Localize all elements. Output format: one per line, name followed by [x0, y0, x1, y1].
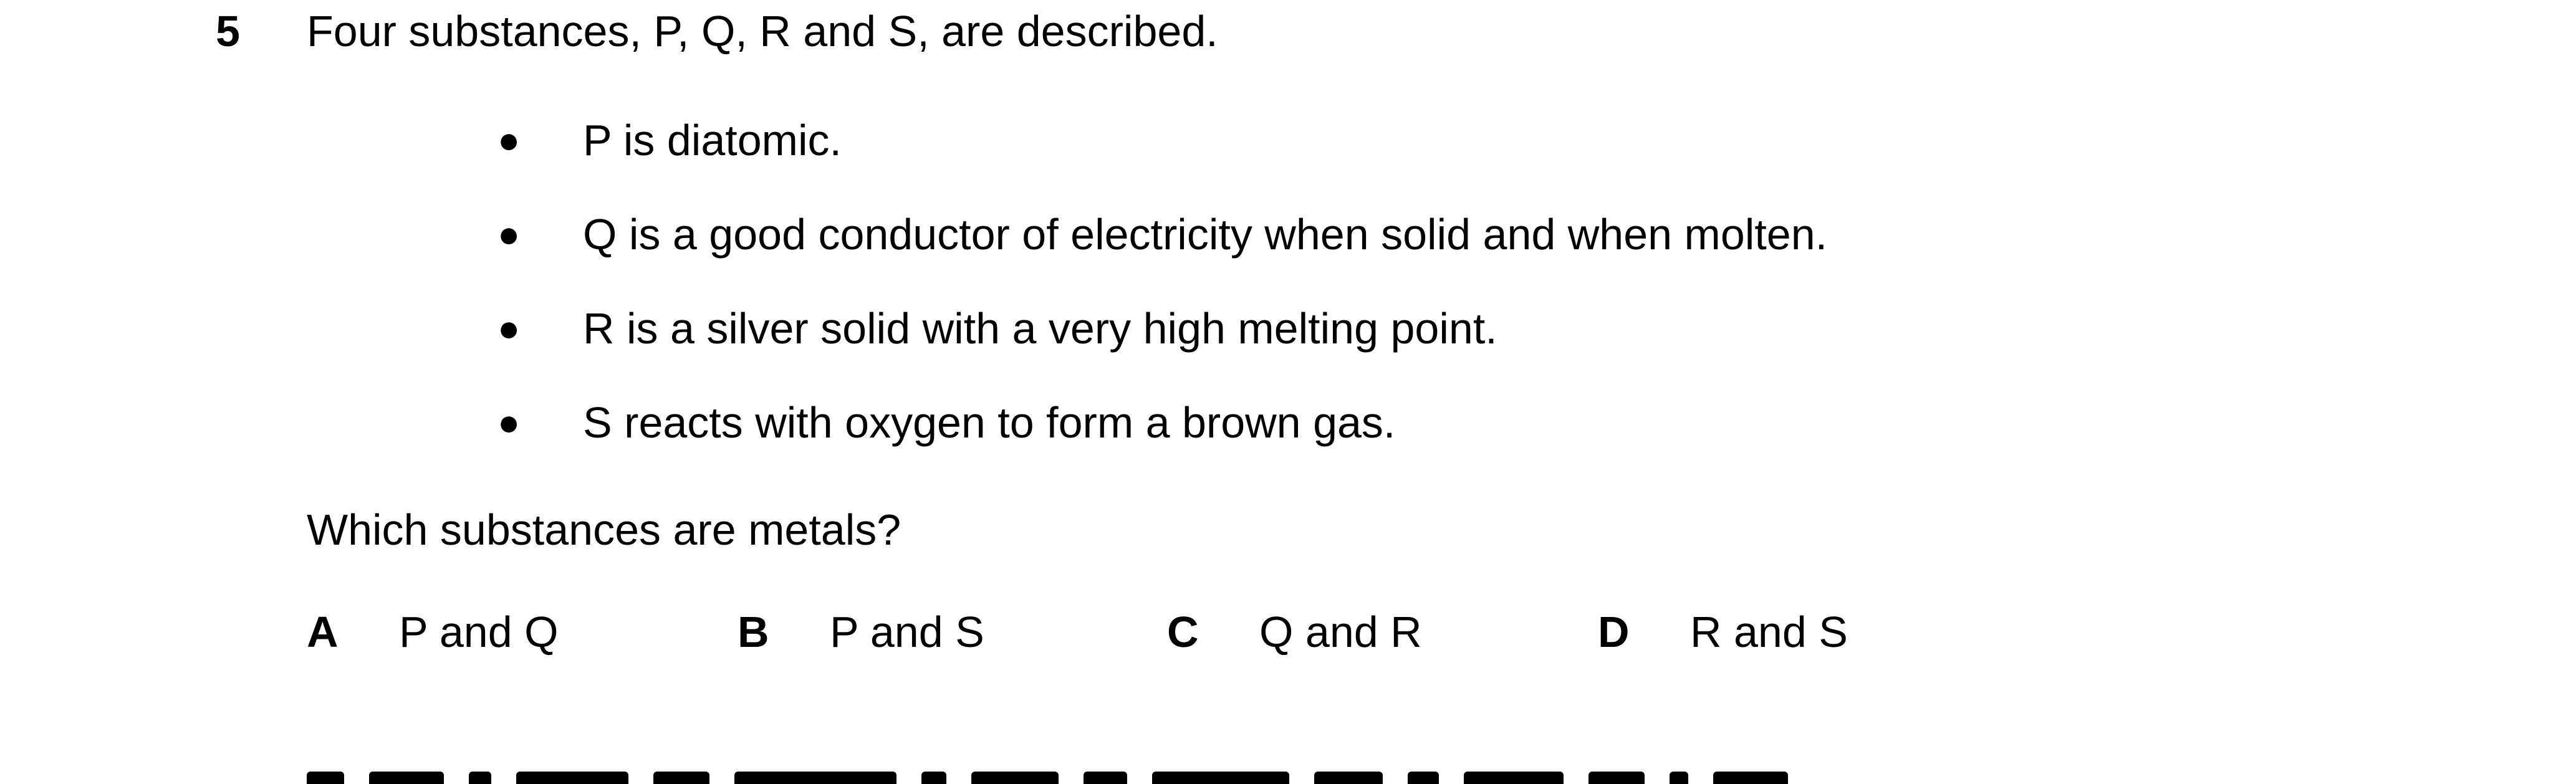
- question-stem: Four substances, P, Q, R and S, are described.: [307, 7, 1218, 55]
- option-letter: B: [738, 608, 769, 656]
- bullet-icon: ●: [497, 119, 521, 161]
- option-letter: D: [1598, 608, 1630, 656]
- bullet-icon: ●: [497, 213, 521, 255]
- bullet-item: [0, 114, 2576, 166]
- bullet-item: [0, 396, 2576, 449]
- question-prompt: Which substances are metals?: [307, 505, 901, 554]
- option-text: P and S: [830, 608, 984, 656]
- bullet-icon: ●: [497, 307, 521, 349]
- bullet-text: R is a silver solid with a very high melting point.: [583, 304, 1497, 353]
- bullet-text: P is diatomic.: [583, 116, 842, 165]
- option-letter: A: [307, 608, 339, 656]
- next-question-cutoff: [307, 772, 2208, 784]
- bullet-text: Q is a good conductor of electricity when solid and when molten.: [583, 210, 1828, 259]
- bullet-item: [0, 208, 2576, 261]
- option-letter: C: [1167, 608, 1199, 656]
- bullet-icon: ●: [497, 401, 521, 443]
- option-text: P and Q: [399, 608, 559, 656]
- bullet-item: [0, 302, 2576, 355]
- bullet-text: S reacts with oxygen to form a brown gas.: [583, 398, 1396, 447]
- question-number: 5: [216, 7, 240, 55]
- option-text: R and S: [1690, 608, 1848, 656]
- option-text: Q and R: [1259, 608, 1422, 656]
